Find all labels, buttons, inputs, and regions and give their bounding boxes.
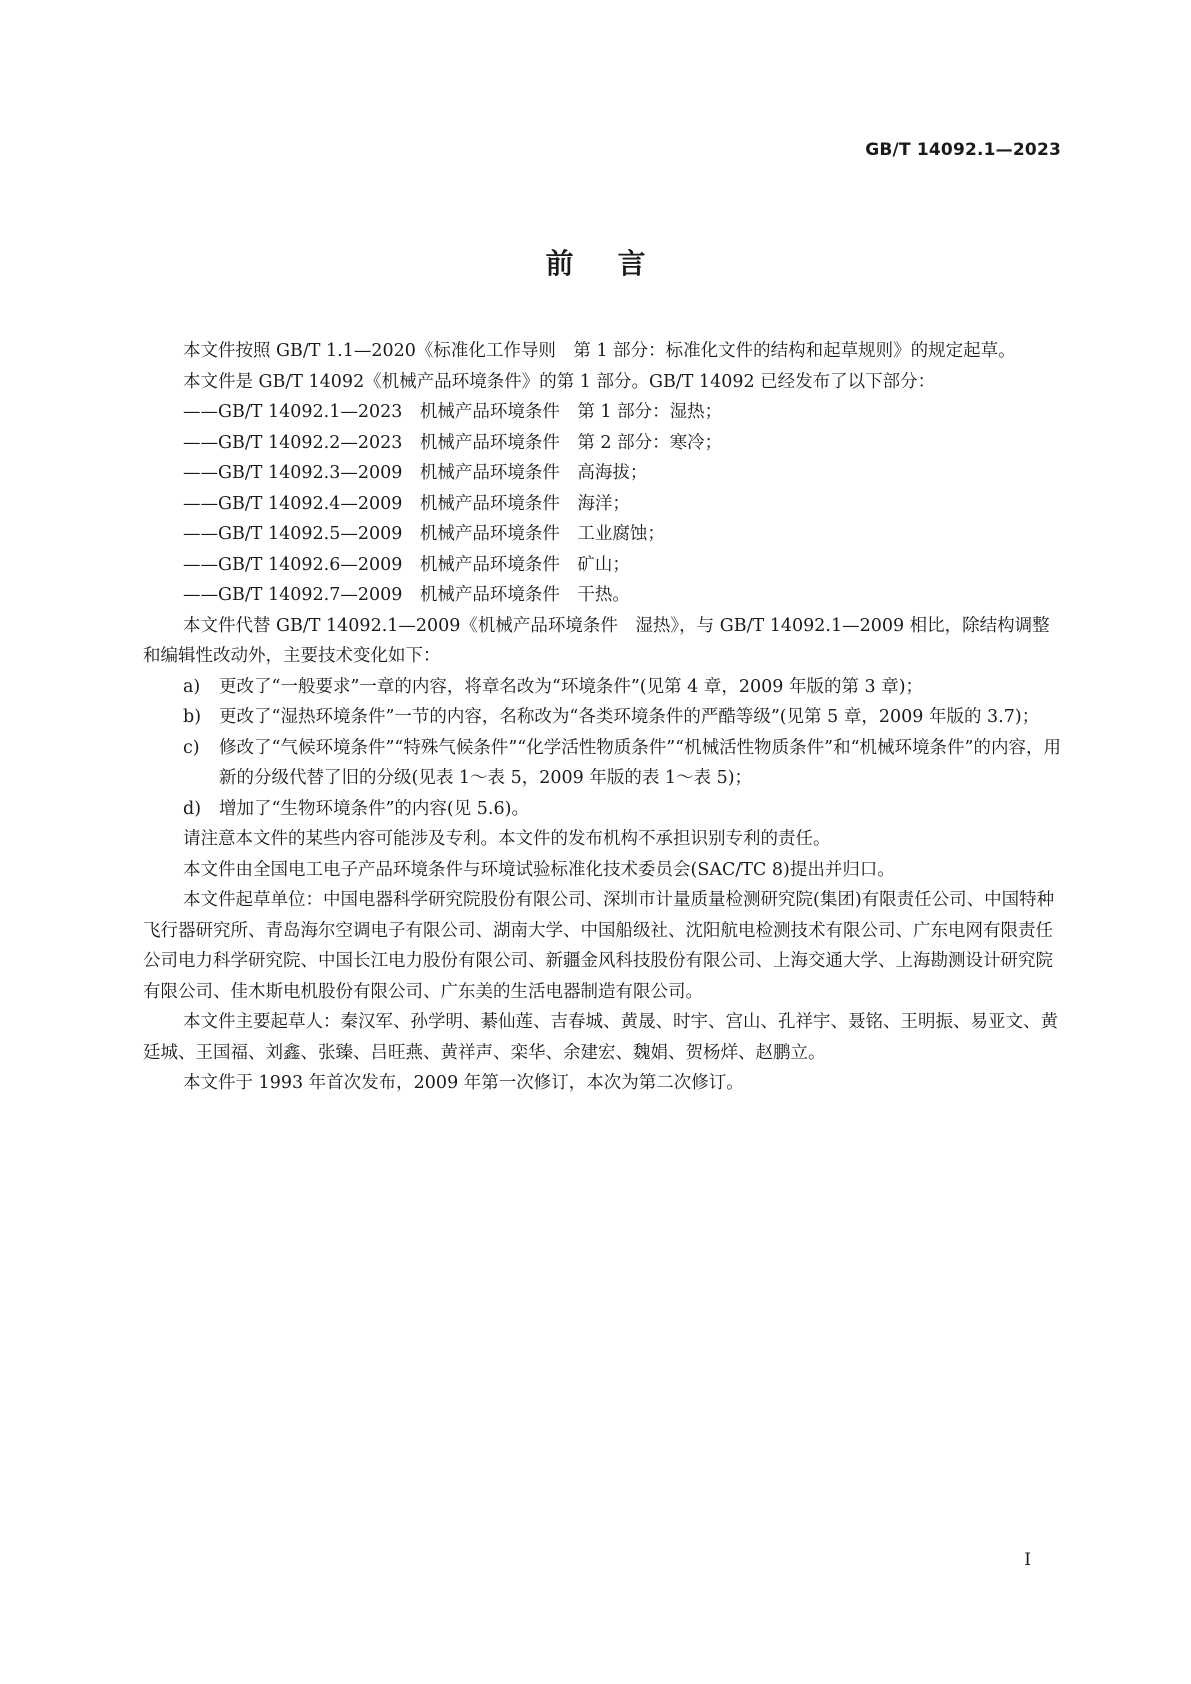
- list-text: 增加了“生物环境条件”的内容(见 5.6)。: [219, 798, 529, 819]
- list-item-part: ——GB/T 14092.1—2023 机械产品环境条件 第 1 部分：湿热；: [183, 402, 723, 422]
- paragraph-replaces: 本文件代替 GB/T 14092.1—2009《机械产品环境条件 湿热》，与 GB/T 14092.1—2009 相比，除结构调整和编辑性改动外，主要技术变化如下：: [143, 615, 1050, 666]
- list-label: c): [183, 737, 200, 758]
- list-item-part: ——GB/T 14092.7—2009 机械产品环境条件 干热。: [183, 585, 630, 605]
- list-text: 修改了“气候环境条件”“特殊气候条件”“化学活性物质条件”“机械活性物质条件”和“机械环境条件”的内容，用新的分级代替了旧的分级(见表 1～表 5，2009 年版的表 1～表 5)；: [219, 737, 1061, 788]
- paragraph-proposer: 本文件由全国电工电子产品环境条件与环境试验标准化技术委员会(SAC/TC 8)提出并归口。: [183, 859, 895, 880]
- paragraph-patent-notice: 请注意本文件的某些内容可能涉及专利。本文件的发布机构不承担识别专利的责任。: [183, 829, 831, 849]
- paragraph-drafting-rules: 本文件按照 GB/T 1.1—2020《标准化工作导则 第 1 部分：标准化文件的结构和起草规则》的规定起草。: [183, 341, 1016, 361]
- foreword-body: [143, 336, 1063, 1099]
- list-item-change: [143, 794, 1063, 825]
- list-text: 更改了“湿热环境条件”一节的内容，名称改为“各类环境条件的严酷等级”(见第 5 章，2009 年版的 3.7)；: [219, 707, 1040, 727]
- list-item-part: ——GB/T 14092.3—2009 机械产品环境条件 高海拔；: [183, 463, 648, 483]
- list-label: b): [183, 707, 202, 727]
- list-item-part: ——GB/T 14092.2—2023 机械产品环境条件 第 2 部分：寒冷；: [183, 432, 723, 453]
- paragraph-series-intro: 本文件是 GB/T 14092《机械产品环境条件》的第 1 部分。GB/T 14092 已经发布了以下部分：: [183, 371, 936, 392]
- list-item-change: [143, 733, 1063, 794]
- list-label: a): [183, 676, 201, 697]
- paragraph-drafting-units: 本文件起草单位：中国电器科学研究院股份有限公司、深圳市计量质量检测研究院(集团)有限责任公司、中国特种飞行器研究所、青岛海尔空调电子有限公司、湖南大学、中国船级社、沈阳航电检测技术有限公司、广东电网有限责任公司电力科学研究院、中国长江电力股份有限公司、新疆金风科技股份有限公司、上海交通大学、上海勘测设计研究院有限公司、佳木斯电机股份有限公司、广东美的生活电器制造有限公司。: [143, 890, 1055, 1002]
- list-item-change: [143, 672, 1063, 703]
- paragraph-history: 本文件于 1993 年首次发布，2009 年第一次修订，本次为第二次修订。: [183, 1073, 744, 1093]
- list-text: 更改了“一般要求”一章的内容，将章名改为“环境条件”(见第 4 章，2009 年版的第 3 章)；: [219, 676, 924, 697]
- standard-number: GB/T 14092.1—2023: [865, 140, 1061, 160]
- page-title: 前言: [545, 247, 690, 280]
- list-item-part: ——GB/T 14092.6—2009 机械产品环境条件 矿山；: [183, 554, 630, 575]
- list-item-part: ——GB/T 14092.4—2009 机械产品环境条件 海洋；: [183, 493, 630, 514]
- page-number: I: [1024, 1550, 1031, 1570]
- list-item-change: [143, 702, 1063, 733]
- paragraph-drafters: 本文件主要起草人：秦汉军、孙学明、綦仙莲、吉春城、黄晟、时宇、宫山、孔祥宇、聂铭、王明振、易亚文、黄廷城、王国福、刘鑫、张臻、吕旺燕、黄祥声、栾华、余建宏、魏娟、贺杨烊、赵鹏立。: [143, 1012, 1058, 1063]
- list-item-part: ——GB/T 14092.5—2009 机械产品环境条件 工业腐蚀；: [183, 524, 665, 544]
- list-label: d): [183, 798, 202, 819]
